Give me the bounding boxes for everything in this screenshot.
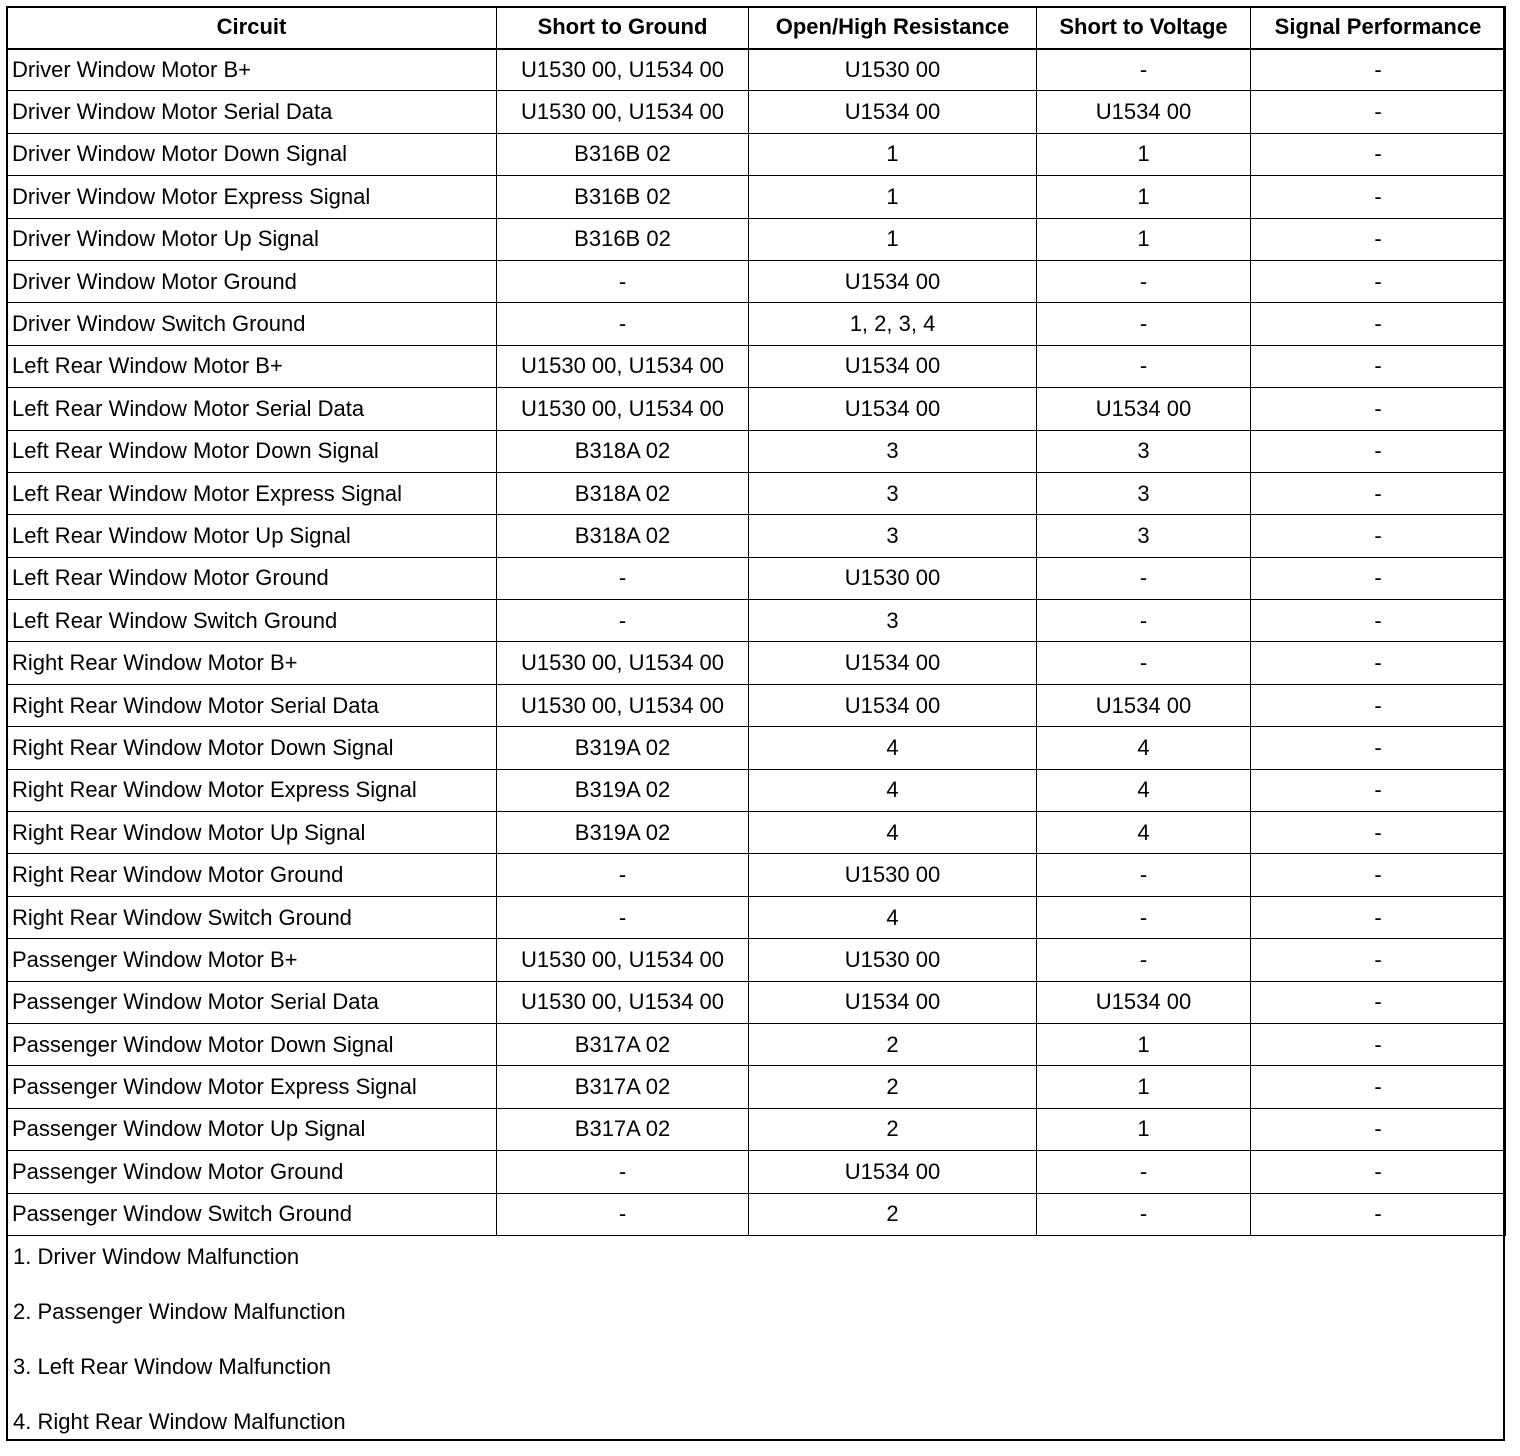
signal-performance-cell: - <box>1251 176 1506 218</box>
circuit-cell: Left Rear Window Motor Serial Data <box>7 388 497 430</box>
short-to-voltage-cell: 4 <box>1037 727 1251 769</box>
short-to-voltage-cell: - <box>1037 854 1251 896</box>
open-high-resistance-cell: U1534 00 <box>749 345 1037 387</box>
table-row <box>7 1023 1506 1065</box>
signal-performance-cell: - <box>1251 515 1506 557</box>
short-to-ground-cell: B318A 02 <box>497 430 749 472</box>
circuit-cell: Passenger Window Motor Ground <box>7 1151 497 1193</box>
short-to-ground-cell: U1530 00, U1534 00 <box>497 388 749 430</box>
diagnostic-table-sheet <box>6 6 1505 1441</box>
signal-performance-cell: - <box>1251 896 1506 938</box>
table-row <box>7 133 1506 175</box>
short-to-voltage-cell: - <box>1037 939 1251 981</box>
signal-performance-cell: - <box>1251 218 1506 260</box>
table-row <box>7 600 1506 642</box>
signal-performance-cell: - <box>1251 1066 1506 1108</box>
short-to-ground-cell: U1530 00, U1534 00 <box>497 981 749 1023</box>
open-high-resistance-cell: 4 <box>749 727 1037 769</box>
table-row <box>7 854 1506 896</box>
short-to-voltage-cell: 1 <box>1037 1023 1251 1065</box>
circuit-cell: Driver Window Motor Serial Data <box>7 91 497 133</box>
short-to-voltage-cell: - <box>1037 303 1251 345</box>
signal-performance-cell: - <box>1251 600 1506 642</box>
short-to-ground-cell: - <box>497 854 749 896</box>
short-to-voltage-cell: 4 <box>1037 769 1251 811</box>
circuit-cell: Left Rear Window Motor Down Signal <box>7 430 497 472</box>
short-to-voltage-cell: 1 <box>1037 1066 1251 1108</box>
circuit-cell: Left Rear Window Motor Ground <box>7 557 497 599</box>
short-to-ground-cell: - <box>497 557 749 599</box>
circuit-cell: Left Rear Window Motor B+ <box>7 345 497 387</box>
short-to-ground-cell: - <box>497 600 749 642</box>
signal-performance-cell: - <box>1251 557 1506 599</box>
short-to-ground-cell: B318A 02 <box>497 515 749 557</box>
header-open-high-resistance: Open/High Resistance <box>749 7 1037 49</box>
circuit-cell: Passenger Window Motor Express Signal <box>7 1066 497 1108</box>
table-body <box>7 49 1506 1236</box>
table-row <box>7 1066 1506 1108</box>
open-high-resistance-cell: 1 <box>749 133 1037 175</box>
circuit-cell: Right Rear Window Motor Up Signal <box>7 812 497 854</box>
circuit-cell: Passenger Window Motor Up Signal <box>7 1108 497 1150</box>
short-to-voltage-cell: - <box>1037 557 1251 599</box>
table-row <box>7 981 1506 1023</box>
table-row <box>7 642 1506 684</box>
short-to-voltage-cell: 4 <box>1037 812 1251 854</box>
short-to-voltage-cell: - <box>1037 1193 1251 1235</box>
circuit-cell: Right Rear Window Motor B+ <box>7 642 497 684</box>
short-to-ground-cell: B318A 02 <box>497 472 749 514</box>
signal-performance-cell: - <box>1251 727 1506 769</box>
circuit-cell: Right Rear Window Motor Express Signal <box>7 769 497 811</box>
short-to-ground-cell: U1530 00, U1534 00 <box>497 684 749 726</box>
signal-performance-cell: - <box>1251 1193 1506 1235</box>
circuit-cell: Left Rear Window Motor Express Signal <box>7 472 497 514</box>
signal-performance-cell: - <box>1251 430 1506 472</box>
short-to-ground-cell: - <box>497 260 749 302</box>
header-signal-performance: Signal Performance <box>1251 7 1506 49</box>
signal-performance-cell: - <box>1251 684 1506 726</box>
signal-performance-cell: - <box>1251 981 1506 1023</box>
footnotes <box>8 1236 1503 1456</box>
short-to-voltage-cell: - <box>1037 896 1251 938</box>
table-row <box>7 472 1506 514</box>
open-high-resistance-cell: U1530 00 <box>749 557 1037 599</box>
short-to-ground-cell: - <box>497 1193 749 1235</box>
table-row <box>7 345 1506 387</box>
open-high-resistance-cell: 4 <box>749 896 1037 938</box>
short-to-voltage-cell: 3 <box>1037 472 1251 514</box>
table-row <box>7 303 1506 345</box>
table-row <box>7 218 1506 260</box>
signal-performance-cell: - <box>1251 642 1506 684</box>
short-to-ground-cell: B317A 02 <box>497 1023 749 1065</box>
open-high-resistance-cell: 3 <box>749 472 1037 514</box>
table-row <box>7 769 1506 811</box>
circuit-cell: Passenger Window Motor Down Signal <box>7 1023 497 1065</box>
open-high-resistance-cell: U1534 00 <box>749 260 1037 302</box>
circuit-cell: Passenger Window Switch Ground <box>7 1193 497 1235</box>
open-high-resistance-cell: 1, 2, 3, 4 <box>749 303 1037 345</box>
short-to-voltage-cell: 1 <box>1037 176 1251 218</box>
signal-performance-cell: - <box>1251 1023 1506 1065</box>
table-row <box>7 896 1506 938</box>
open-high-resistance-cell: 2 <box>749 1193 1037 1235</box>
signal-performance-cell: - <box>1251 91 1506 133</box>
short-to-voltage-cell: - <box>1037 260 1251 302</box>
table-row <box>7 1108 1506 1150</box>
signal-performance-cell: - <box>1251 303 1506 345</box>
short-to-voltage-cell: U1534 00 <box>1037 388 1251 430</box>
circuit-fault-table <box>6 6 1506 1236</box>
short-to-voltage-cell: - <box>1037 600 1251 642</box>
header-circuit: Circuit <box>7 7 497 49</box>
short-to-ground-cell: U1530 00, U1534 00 <box>497 345 749 387</box>
open-high-resistance-cell: U1534 00 <box>749 388 1037 430</box>
signal-performance-cell: - <box>1251 939 1506 981</box>
open-high-resistance-cell: U1534 00 <box>749 91 1037 133</box>
signal-performance-cell: - <box>1251 49 1506 91</box>
signal-performance-cell: - <box>1251 1151 1506 1193</box>
short-to-voltage-cell: - <box>1037 49 1251 91</box>
open-high-resistance-cell: 2 <box>749 1108 1037 1150</box>
short-to-voltage-cell: U1534 00 <box>1037 684 1251 726</box>
circuit-cell: Passenger Window Motor Serial Data <box>7 981 497 1023</box>
table-row <box>7 91 1506 133</box>
table-row <box>7 939 1506 981</box>
open-high-resistance-cell: 4 <box>749 769 1037 811</box>
short-to-voltage-cell: 1 <box>1037 133 1251 175</box>
short-to-ground-cell: B316B 02 <box>497 176 749 218</box>
open-high-resistance-cell: 2 <box>749 1066 1037 1108</box>
circuit-cell: Driver Window Motor B+ <box>7 49 497 91</box>
open-high-resistance-cell: U1534 00 <box>749 981 1037 1023</box>
circuit-cell: Left Rear Window Switch Ground <box>7 600 497 642</box>
table-row <box>7 515 1506 557</box>
short-to-voltage-cell: 1 <box>1037 218 1251 260</box>
open-high-resistance-cell: U1534 00 <box>749 642 1037 684</box>
table-row <box>7 49 1506 91</box>
open-high-resistance-cell: U1530 00 <box>749 854 1037 896</box>
circuit-cell: Driver Window Motor Up Signal <box>7 218 497 260</box>
signal-performance-cell: - <box>1251 260 1506 302</box>
short-to-voltage-cell: 3 <box>1037 430 1251 472</box>
signal-performance-cell: - <box>1251 854 1506 896</box>
table-row <box>7 176 1506 218</box>
footnote-4: 4. Right Rear Window Malfunction <box>13 1409 346 1434</box>
short-to-voltage-cell: U1534 00 <box>1037 91 1251 133</box>
open-high-resistance-cell: 2 <box>749 1023 1037 1065</box>
short-to-ground-cell: B316B 02 <box>497 133 749 175</box>
circuit-cell: Right Rear Window Motor Down Signal <box>7 727 497 769</box>
circuit-cell: Passenger Window Motor B+ <box>7 939 497 981</box>
open-high-resistance-cell: U1534 00 <box>749 684 1037 726</box>
signal-performance-cell: - <box>1251 1108 1506 1150</box>
circuit-cell: Right Rear Window Motor Ground <box>7 854 497 896</box>
circuit-cell: Driver Window Motor Express Signal <box>7 176 497 218</box>
signal-performance-cell: - <box>1251 769 1506 811</box>
short-to-ground-cell: B316B 02 <box>497 218 749 260</box>
open-high-resistance-cell: 1 <box>749 218 1037 260</box>
short-to-ground-cell: - <box>497 1151 749 1193</box>
short-to-ground-cell: U1530 00, U1534 00 <box>497 939 749 981</box>
short-to-ground-cell: U1530 00, U1534 00 <box>497 642 749 684</box>
footnote-2: 2. Passenger Window Malfunction <box>13 1299 346 1324</box>
header-short-to-voltage: Short to Voltage <box>1037 7 1251 49</box>
table-row <box>7 684 1506 726</box>
open-high-resistance-cell: U1530 00 <box>749 49 1037 91</box>
short-to-ground-cell: - <box>497 896 749 938</box>
short-to-voltage-cell: 1 <box>1037 1108 1251 1150</box>
short-to-ground-cell: B319A 02 <box>497 769 749 811</box>
short-to-voltage-cell: - <box>1037 642 1251 684</box>
table-row <box>7 1151 1506 1193</box>
table-row <box>7 430 1506 472</box>
open-high-resistance-cell: 3 <box>749 430 1037 472</box>
short-to-ground-cell: U1530 00, U1534 00 <box>497 91 749 133</box>
table-row <box>7 812 1506 854</box>
open-high-resistance-cell: 3 <box>749 515 1037 557</box>
table-row <box>7 388 1506 430</box>
table-header-row <box>7 7 1506 49</box>
short-to-voltage-cell: - <box>1037 1151 1251 1193</box>
circuit-cell: Driver Window Motor Down Signal <box>7 133 497 175</box>
open-high-resistance-cell: 1 <box>749 176 1037 218</box>
short-to-voltage-cell: U1534 00 <box>1037 981 1251 1023</box>
short-to-voltage-cell: 3 <box>1037 515 1251 557</box>
short-to-ground-cell: - <box>497 303 749 345</box>
header-short-to-ground: Short to Ground <box>497 7 749 49</box>
open-high-resistance-cell: U1530 00 <box>749 939 1037 981</box>
circuit-cell: Left Rear Window Motor Up Signal <box>7 515 497 557</box>
signal-performance-cell: - <box>1251 472 1506 514</box>
short-to-ground-cell: U1530 00, U1534 00 <box>497 49 749 91</box>
circuit-cell: Driver Window Switch Ground <box>7 303 497 345</box>
signal-performance-cell: - <box>1251 812 1506 854</box>
short-to-ground-cell: B317A 02 <box>497 1108 749 1150</box>
short-to-ground-cell: B319A 02 <box>497 812 749 854</box>
table-row <box>7 260 1506 302</box>
table-row <box>7 557 1506 599</box>
short-to-voltage-cell: - <box>1037 345 1251 387</box>
circuit-cell: Driver Window Motor Ground <box>7 260 497 302</box>
open-high-resistance-cell: 3 <box>749 600 1037 642</box>
short-to-ground-cell: B319A 02 <box>497 727 749 769</box>
signal-performance-cell: - <box>1251 388 1506 430</box>
footnote-1: 1. Driver Window Malfunction <box>13 1244 300 1269</box>
circuit-cell: Right Rear Window Motor Serial Data <box>7 684 497 726</box>
table-row <box>7 1193 1506 1235</box>
circuit-cell: Right Rear Window Switch Ground <box>7 896 497 938</box>
short-to-ground-cell: B317A 02 <box>497 1066 749 1108</box>
open-high-resistance-cell: U1534 00 <box>749 1151 1037 1193</box>
signal-performance-cell: - <box>1251 345 1506 387</box>
footnote-3: 3. Left Rear Window Malfunction <box>13 1354 331 1379</box>
signal-performance-cell: - <box>1251 133 1506 175</box>
open-high-resistance-cell: 4 <box>749 812 1037 854</box>
table-row <box>7 727 1506 769</box>
